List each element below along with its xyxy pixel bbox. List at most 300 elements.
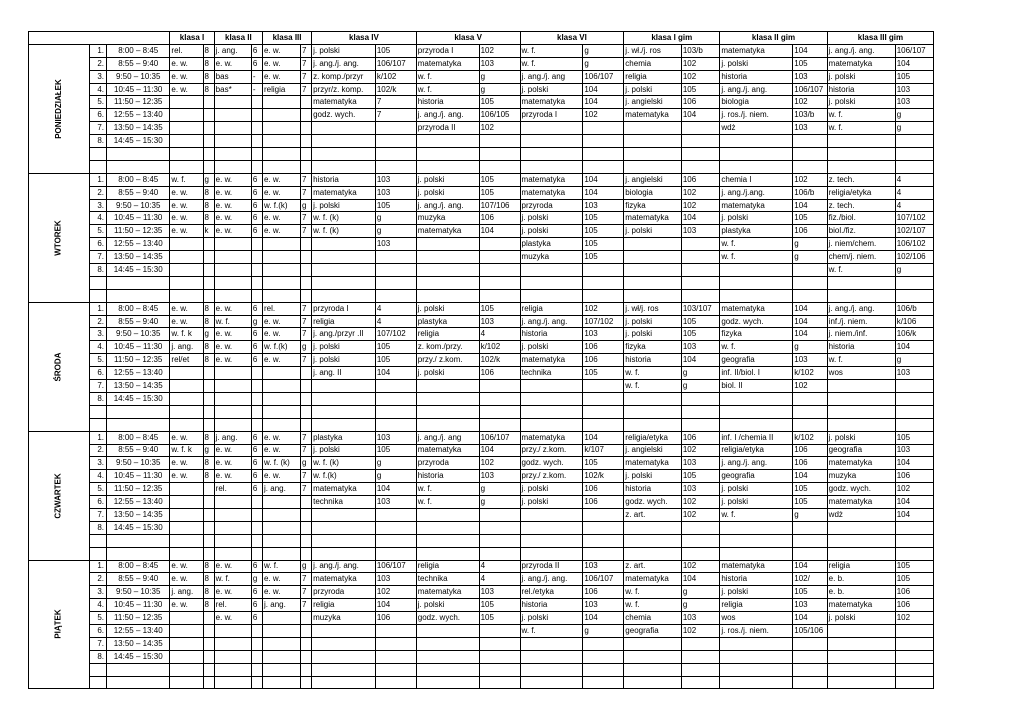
subject-cell	[416, 650, 479, 663]
subject-cell: matematyka	[827, 599, 895, 612]
room-cell: 104	[793, 328, 827, 341]
empty-cell	[251, 534, 262, 547]
class-header: klasa VI	[520, 32, 624, 45]
empty-cell	[312, 160, 376, 173]
lesson-time: 9:50 – 10:35	[107, 457, 170, 470]
subject-cell	[263, 637, 301, 650]
subject-cell: chemia	[624, 612, 682, 625]
class-header: klasa I gim	[624, 32, 720, 45]
room-cell	[479, 264, 520, 277]
empty-cell	[681, 405, 720, 418]
empty-cell	[214, 663, 251, 676]
room-cell	[375, 135, 416, 148]
subject-cell: biol. II	[720, 380, 793, 393]
empty-cell	[214, 160, 251, 173]
lesson-number: 8.	[89, 650, 106, 663]
subject-cell: j. polski	[827, 96, 895, 109]
room-cell: 102	[681, 508, 720, 521]
subject-cell: e. w.	[170, 599, 203, 612]
room-cell: 105	[681, 315, 720, 328]
subject-cell: e. w.	[263, 328, 301, 341]
subject-cell: j. polski	[312, 44, 376, 57]
room-cell: 8	[203, 199, 214, 212]
room-cell: 105	[681, 470, 720, 483]
room-cell: 104	[583, 612, 624, 625]
subject-cell: w. f.	[416, 83, 479, 96]
subject-cell: e. w.	[170, 573, 203, 586]
empty-cell	[720, 534, 793, 547]
empty-cell	[681, 160, 720, 173]
room-cell: 103	[479, 315, 520, 328]
empty-cell	[375, 547, 416, 560]
subject-cell: matematyka	[827, 57, 895, 70]
empty-cell	[170, 289, 203, 302]
subject-cell	[312, 264, 376, 277]
room-cell: 106	[793, 457, 827, 470]
empty-cell	[479, 534, 520, 547]
room-cell	[300, 650, 311, 663]
subject-cell: przy./ z.kom.	[520, 444, 583, 457]
room-cell: 103	[793, 122, 827, 135]
lesson-time: 8:00 – 8:45	[107, 560, 170, 573]
empty-cell	[520, 160, 583, 173]
room-cell: 106/107	[479, 431, 520, 444]
empty-cell	[416, 276, 479, 289]
day-label-cell	[29, 431, 90, 560]
room-cell	[300, 264, 311, 277]
empty-cell	[375, 418, 416, 431]
empty-cell	[416, 289, 479, 302]
day-label-cell	[29, 302, 90, 431]
subject-cell	[170, 521, 203, 534]
room-cell: g	[300, 560, 311, 573]
lesson-number: 2.	[89, 444, 106, 457]
lesson-row	[29, 173, 1024, 186]
empty-cell	[300, 547, 311, 560]
subject-cell	[170, 637, 203, 650]
room-cell: 102	[681, 57, 720, 70]
lesson-time: 14:45 – 15:30	[107, 650, 170, 663]
subject-cell	[416, 392, 479, 405]
subject-cell: matematyka	[312, 186, 376, 199]
room-cell: 6	[251, 328, 262, 341]
room-cell: 102	[479, 122, 520, 135]
subject-cell	[170, 624, 203, 637]
room-cell: 103	[375, 573, 416, 586]
subject-cell	[214, 135, 251, 148]
empty-cell	[416, 534, 479, 547]
room-cell: 107/102	[375, 328, 416, 341]
room-cell: 106	[583, 354, 624, 367]
subject-cell: w. f.(k)	[312, 470, 376, 483]
room-cell: 106	[681, 96, 720, 109]
subject-cell: w. f.	[624, 380, 682, 393]
empty-cell	[895, 676, 934, 689]
subject-cell: przy./ z.kom.	[520, 470, 583, 483]
subject-cell: przyroda I	[520, 109, 583, 122]
subject-cell: e. w.	[170, 57, 203, 70]
room-cell: 103	[375, 186, 416, 199]
subject-cell: j. ang.	[214, 431, 251, 444]
subject-cell	[624, 122, 682, 135]
lesson-number: 6.	[89, 367, 106, 380]
subject-cell	[520, 135, 583, 148]
empty-cell	[520, 148, 583, 161]
empty-cell	[681, 534, 720, 547]
subject-cell: j. ang./j. ang.	[720, 83, 793, 96]
empty-cell	[720, 289, 793, 302]
room-cell: 105/106	[793, 624, 827, 637]
empty-cell	[793, 289, 827, 302]
subject-cell: fizyka	[624, 341, 682, 354]
subject-cell	[170, 392, 203, 405]
subject-cell: e. w.	[214, 470, 251, 483]
subject-cell: w. f.(k)	[263, 199, 301, 212]
subject-cell: e. w.	[263, 225, 301, 238]
empty-cell	[107, 289, 170, 302]
class-header: klasa IV	[312, 32, 417, 45]
empty-cell	[312, 676, 376, 689]
subject-cell: j. polski	[520, 212, 583, 225]
room-cell: 6	[251, 57, 262, 70]
room-cell: 105	[793, 586, 827, 599]
subject-cell: historia	[827, 341, 895, 354]
empty-cell	[479, 405, 520, 418]
room-cell	[895, 624, 934, 637]
subject-cell	[263, 109, 301, 122]
subject-cell: historia	[624, 354, 682, 367]
lesson-number: 4.	[89, 599, 106, 612]
subject-cell: e. w.	[170, 199, 203, 212]
subject-cell: matematyka	[416, 57, 479, 70]
empty-cell	[583, 276, 624, 289]
room-cell: 7	[300, 57, 311, 70]
subject-cell: e. w.	[170, 315, 203, 328]
subject-cell	[720, 650, 793, 663]
lesson-number: 1.	[89, 431, 106, 444]
subject-cell: matematyka	[720, 302, 793, 315]
room-cell	[251, 508, 262, 521]
subject-cell: matematyka	[520, 96, 583, 109]
subject-cell: fizyka	[624, 199, 682, 212]
subject-cell: matematyka	[312, 483, 376, 496]
room-cell: 107/102	[895, 212, 934, 225]
room-cell: 7	[375, 109, 416, 122]
subject-cell: z. komp./przyr	[312, 70, 376, 83]
room-cell: g	[895, 122, 934, 135]
empty-cell	[827, 160, 895, 173]
room-cell: 105	[793, 212, 827, 225]
lesson-time: 13:50 – 14:35	[107, 380, 170, 393]
subject-cell: religia	[520, 302, 583, 315]
subject-cell: j. polski	[416, 302, 479, 315]
subject-cell: j. polski	[520, 496, 583, 509]
subject-cell: w. f. (k)	[312, 457, 376, 470]
empty-cell	[312, 289, 376, 302]
subject-cell: e. w.	[214, 612, 251, 625]
room-cell: 102	[681, 70, 720, 83]
empty-cell	[520, 289, 583, 302]
subject-cell: e. w.	[263, 57, 301, 70]
subject-cell	[263, 367, 301, 380]
subject-cell: w. f.	[720, 238, 793, 251]
subject-cell	[720, 392, 793, 405]
lesson-row	[29, 599, 1024, 612]
room-cell: 8	[203, 470, 214, 483]
room-cell	[793, 135, 827, 148]
subject-cell: historia	[416, 470, 479, 483]
room-cell	[375, 650, 416, 663]
room-cell	[681, 251, 720, 264]
subject-cell: godz. wych.	[416, 612, 479, 625]
subject-cell: plastyka	[312, 431, 376, 444]
subject-cell: j. polski	[416, 367, 479, 380]
subject-cell	[416, 521, 479, 534]
room-cell	[203, 521, 214, 534]
room-cell: 102	[479, 44, 520, 57]
subject-cell	[312, 392, 376, 405]
room-cell: 105	[895, 70, 934, 83]
room-cell: 7	[300, 70, 311, 83]
lesson-time: 14:45 – 15:30	[107, 521, 170, 534]
empty-cell	[624, 534, 682, 547]
room-cell	[300, 367, 311, 380]
lesson-number: 1.	[89, 560, 106, 573]
subject-cell: z. art.	[624, 508, 682, 521]
empty-cell	[251, 160, 262, 173]
room-cell: 103	[895, 444, 934, 457]
timetable	[28, 31, 1024, 689]
room-cell: 103	[895, 96, 934, 109]
room-cell: 104	[793, 302, 827, 315]
room-cell	[251, 380, 262, 393]
subject-cell	[263, 624, 301, 637]
room-cell	[203, 650, 214, 663]
empty-cell	[263, 534, 301, 547]
subject-cell: matematyka	[720, 560, 793, 573]
room-cell: 7	[300, 431, 311, 444]
room-cell	[203, 238, 214, 251]
subject-cell	[312, 508, 376, 521]
subject-cell	[214, 109, 251, 122]
room-cell: 7	[300, 173, 311, 186]
subject-cell: e. w.	[214, 212, 251, 225]
empty-cell	[827, 276, 895, 289]
room-cell: 105	[895, 431, 934, 444]
room-cell: 6	[251, 186, 262, 199]
room-cell: 103	[375, 238, 416, 251]
empty-cell	[583, 405, 624, 418]
subject-cell: j. polski	[720, 496, 793, 509]
room-cell: g	[375, 470, 416, 483]
room-cell: 106	[895, 470, 934, 483]
subject-cell: e. w.	[170, 560, 203, 573]
empty-cell	[375, 405, 416, 418]
room-cell: 4	[895, 186, 934, 199]
room-cell	[203, 122, 214, 135]
class-header: klasa I	[170, 32, 214, 45]
room-cell	[681, 650, 720, 663]
room-cell: 7	[300, 586, 311, 599]
empty-cell	[793, 663, 827, 676]
subject-cell: j. ros./j. niem.	[720, 109, 793, 122]
empty-cell	[214, 276, 251, 289]
spacer-row	[29, 289, 1024, 302]
room-cell: 105	[583, 367, 624, 380]
room-cell: k/106	[895, 315, 934, 328]
room-cell	[300, 637, 311, 650]
room-cell: 6	[251, 225, 262, 238]
subject-cell: w. f.	[520, 57, 583, 70]
subject-cell	[416, 508, 479, 521]
subject-cell: e. w.	[214, 302, 251, 315]
room-cell	[203, 135, 214, 148]
subject-cell: j. polski	[624, 225, 682, 238]
room-cell	[895, 380, 934, 393]
subject-cell: w. f.	[416, 496, 479, 509]
room-cell	[793, 392, 827, 405]
subject-cell	[263, 496, 301, 509]
empty-cell	[300, 534, 311, 547]
room-cell: 103	[681, 612, 720, 625]
room-cell: 8	[203, 354, 214, 367]
subject-cell: religia	[720, 599, 793, 612]
subject-cell: z. art.	[624, 560, 682, 573]
empty-cell	[520, 676, 583, 689]
subject-cell	[263, 508, 301, 521]
room-cell	[479, 637, 520, 650]
room-cell: 105	[895, 573, 934, 586]
empty-cell	[312, 276, 376, 289]
empty-cell	[170, 148, 203, 161]
spacer-row	[29, 160, 1024, 173]
empty-cell	[681, 289, 720, 302]
lesson-time: 8:55 – 9:40	[107, 186, 170, 199]
subject-cell: historia	[720, 573, 793, 586]
room-cell: g	[479, 496, 520, 509]
subject-cell: inf. I /chemia II	[720, 431, 793, 444]
subject-cell	[170, 367, 203, 380]
subject-cell: e. w.	[214, 341, 251, 354]
empty-cell	[681, 547, 720, 560]
subject-cell: e. w.	[214, 560, 251, 573]
subject-cell: godz. wych.	[520, 457, 583, 470]
lesson-time: 8:00 – 8:45	[107, 44, 170, 57]
room-cell: 102/107	[895, 225, 934, 238]
empty-cell	[416, 663, 479, 676]
subject-cell: e. w.	[263, 173, 301, 186]
subject-cell: wdż	[720, 122, 793, 135]
room-cell: 8	[203, 586, 214, 599]
empty-cell	[375, 289, 416, 302]
room-cell: 8	[203, 212, 214, 225]
subject-cell: historia	[624, 483, 682, 496]
subject-cell: przyroda	[520, 199, 583, 212]
empty-cell	[203, 148, 214, 161]
subject-cell: godz. wych.	[312, 109, 376, 122]
subject-cell	[520, 521, 583, 534]
lesson-number: 8.	[89, 392, 106, 405]
empty-cell	[895, 534, 934, 547]
subject-cell: e. b.	[827, 573, 895, 586]
subject-cell	[170, 122, 203, 135]
spacer-row	[29, 418, 1024, 431]
room-cell: 102	[793, 380, 827, 393]
lesson-row	[29, 225, 1024, 238]
lesson-row	[29, 199, 1024, 212]
subject-cell: chemia I	[720, 173, 793, 186]
room-cell: 104	[895, 341, 934, 354]
subject-cell: w. f.	[263, 560, 301, 573]
empty-cell	[624, 547, 682, 560]
subject-cell	[170, 96, 203, 109]
subject-cell	[312, 122, 376, 135]
subject-cell: j. wł/j. ros	[624, 302, 682, 315]
room-cell	[793, 637, 827, 650]
subject-cell	[214, 238, 251, 251]
subject-cell: przyroda II	[416, 122, 479, 135]
subject-cell: j. ang./j. ang.	[416, 109, 479, 122]
subject-cell: technika	[312, 496, 376, 509]
subject-cell: j. polski	[520, 225, 583, 238]
empty-cell	[720, 663, 793, 676]
subject-cell: e. b.	[827, 586, 895, 599]
room-cell: 106	[479, 212, 520, 225]
empty-cell	[720, 276, 793, 289]
room-cell: 102	[681, 496, 720, 509]
subject-cell: j. polski	[624, 315, 682, 328]
empty-cell	[107, 148, 170, 161]
lesson-time: 8:55 – 9:40	[107, 57, 170, 70]
empty-cell	[720, 418, 793, 431]
subject-cell: godz. wych.	[720, 315, 793, 328]
empty-cell	[793, 276, 827, 289]
room-cell: 102	[583, 302, 624, 315]
empty-cell	[375, 676, 416, 689]
room-cell: 105	[583, 225, 624, 238]
empty-cell	[681, 276, 720, 289]
room-cell: 6	[251, 199, 262, 212]
subject-cell: j. polski	[312, 341, 376, 354]
subject-cell: religia	[416, 560, 479, 573]
room-cell: g	[895, 109, 934, 122]
subject-cell: e. w.	[263, 444, 301, 457]
subject-cell: e. w.	[263, 586, 301, 599]
room-cell: 105	[479, 612, 520, 625]
room-cell: 8	[203, 457, 214, 470]
subject-cell: religia	[312, 315, 376, 328]
subject-cell: religia	[624, 70, 682, 83]
subject-cell	[827, 624, 895, 637]
subject-cell	[170, 380, 203, 393]
empty-cell	[89, 160, 106, 173]
subject-cell	[312, 650, 376, 663]
subject-cell: j. ang.	[263, 483, 301, 496]
empty-cell	[203, 663, 214, 676]
room-cell: 4	[375, 302, 416, 315]
room-cell	[203, 392, 214, 405]
subject-cell	[827, 637, 895, 650]
subject-cell: rel.	[214, 483, 251, 496]
subject-cell	[170, 496, 203, 509]
lesson-row	[29, 109, 1024, 122]
empty-cell	[203, 160, 214, 173]
room-cell	[203, 367, 214, 380]
subject-cell	[170, 238, 203, 251]
day-label-cell	[29, 44, 90, 173]
empty-cell	[895, 276, 934, 289]
subject-cell	[416, 135, 479, 148]
